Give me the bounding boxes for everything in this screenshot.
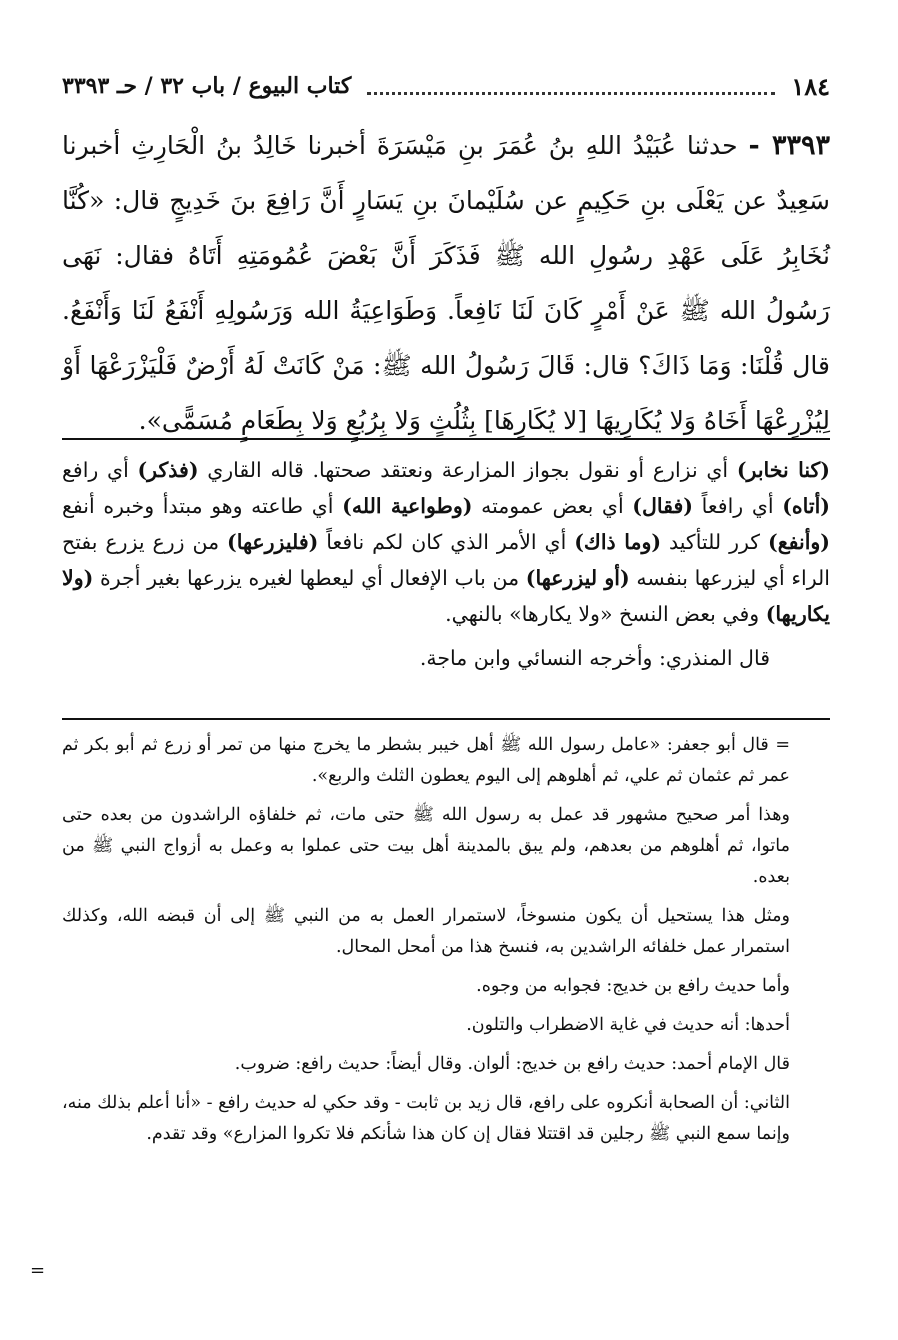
- commentary-gloss: أي نزارع أو نقول بجواز المزارعة ونعتقد صحتها. قاله القاري: [198, 458, 737, 482]
- commentary-gloss: أي الأمر الذي كان لكم نافعاً: [318, 530, 575, 554]
- commentary-gloss: أي بعض عمومته: [472, 494, 633, 518]
- footnote-paragraph: أحدها: أنه حديث في غاية الاضطراب والتلون.: [466, 1015, 790, 1035]
- commentary-lemma: (وأنفع): [768, 530, 830, 554]
- commentary-lemma: (أو ليزرعها): [525, 566, 630, 590]
- divider-rule-1: [62, 438, 830, 440]
- commentary-lemma: (وما ذاك): [574, 530, 662, 554]
- commentary-gloss: كرر للتأكيد: [661, 530, 769, 554]
- footnote-paragraph: وأما حديث رافع بن خديج: فجوابه من وجوه.: [476, 976, 790, 996]
- commentary-gloss: أي رافع: [62, 458, 138, 482]
- commentary-gloss: من باب الإفعال أي ليعطها لغيره يزرعها بغير أجرة: [93, 566, 526, 590]
- page-number: ١٨٤: [791, 71, 830, 101]
- commentary-lemma: (فذكر): [137, 458, 199, 482]
- continuation-mark: =: [30, 1260, 46, 1281]
- hadith-number: ٣٣٩٣ -: [748, 130, 831, 161]
- commentary-paragraph: [62, 452, 830, 632]
- hadith-text: حدثنا عُبَيْدُ اللهِ بنُ عُمَرَ بنِ مَيْسَرَةَ أخبرنا خَالِدُ بنُ الْحَارِثِ أخبرنا سَعِيدٌ عن يَعْلَى بنِ حَكِيمٍ عن سُلَيْمانَ بنِ يَسَارٍ أَنَّ رَافِعَ بنَ خَدِيجٍ قال: «كُنَّا نُخَابِرُ عَلَى عَهْدِ رسُولِ الله ﷺ فَذَكَرَ أَنَّ بَعْضَ عُمُومَتِهِ أَتَاهُ فقال: نَهَى رَسُولُ الله ﷺ عَنْ أَمْرٍ كَانَ لَنَا نَافِعاً. وَطَوَاعِيَةُ الله وَرَسُولِهِ أَنْفَعُ لَنَا وَأَنْفَعُ. قال قُلْنَا: وَمَا ذَاكَ؟ قال: قَالَ رَسُولُ الله ﷺ: مَنْ كَانَتْ لَهُ أَرْضٌ فَلْيَزْرَعْهَا أَوْ لِيُزْرِعْهَا أَخَاهُ وَلا يُكَارِيهَا [لا يُكَارِهَا] بِثُلُثٍ وَلا بِرُبُعٍ وَلا بِطَعَامٍ مُسَمًّى».: [62, 131, 830, 435]
- divider-rule-2: [62, 718, 830, 720]
- page-header: [62, 66, 830, 106]
- commentary-gloss: أي طاعته وهو مبتدأ وخبره أنفع: [62, 494, 343, 518]
- commentary-lemma: (فقال): [632, 494, 694, 518]
- footnotes-block: [62, 730, 830, 1158]
- footnote-paragraph: قال الإمام أحمد: حديث رافع بن خديج: ألوان. وقال أيضاً: حديث رافع: ضروب.: [234, 1054, 790, 1074]
- commentary-lemma: (ولا يكاريها): [62, 566, 830, 626]
- footnote-paragraph: الثاني: أن الصحابة أنكروه على رافع، قال زيد بن ثابت - وقد حكي له حديث رافع - «أنا أعلم بذلك منه، وإنما سمع النبي ﷺ رجلين قد اقتتلا فقال إن كان هذا شأنكم فلا تكروا المزارع» وقد تقدم.: [62, 1093, 790, 1144]
- running-title: كتاب البيوع / باب ٣٢ / حـ ٣٣٩٣: [62, 73, 352, 99]
- commentary-reference: قال المنذري: وأخرجه النسائي وابن ماجة.: [419, 646, 770, 670]
- commentary-gloss: أي رافعاً: [693, 494, 783, 518]
- commentary-lemma: (وطواعية الله): [342, 494, 473, 518]
- header-dot-leader: [367, 78, 775, 95]
- commentary-block: [62, 452, 830, 676]
- footnote-paragraph: وهذا أمر صحيح مشهور قد عمل به رسول الله ﷺ حتى مات، ثم خلفاؤه الراشدون من بعده حتى ماتوا، ثم أهلوهم من بعدهم، ولم يبق بالمدينة أهل بيت حتى عملوا به وعمل به أزواج النبي ﷺ من بعده.: [62, 805, 790, 887]
- hadith-text-block: [62, 118, 830, 448]
- commentary-lemma: (فليزرعها): [227, 530, 319, 554]
- commentary-gloss: من زرع يزرع بفتح الراء أي ليزرعها بنفسه: [62, 530, 830, 590]
- commentary-lemma: (أتاه): [782, 494, 830, 518]
- commentary-gloss: وفي بعض النسخ «ولا يكارها» بالنهي.: [445, 602, 766, 626]
- footnote-paragraph: = قال أبو جعفر: «عامل رسول الله ﷺ أهل خيبر بشطر ما يخرج منها من تمر أو زرع ثم أبو بكر ثم عمر ثم عثمان ثم علي، ثم أهلوهم إلى اليوم يعطون الثلث والربع».: [62, 735, 790, 786]
- commentary-lemma: (كنا نخابر): [736, 458, 830, 482]
- footnote-paragraph: ومثل هذا يستحيل أن يكون منسوخاً، لاستمرار العمل به من النبي ﷺ إلى أن قبضه الله، وكذلك استمرار عمل خلفائه الراشدين به، فنسخ هذا من أمحل المحال.: [62, 906, 790, 957]
